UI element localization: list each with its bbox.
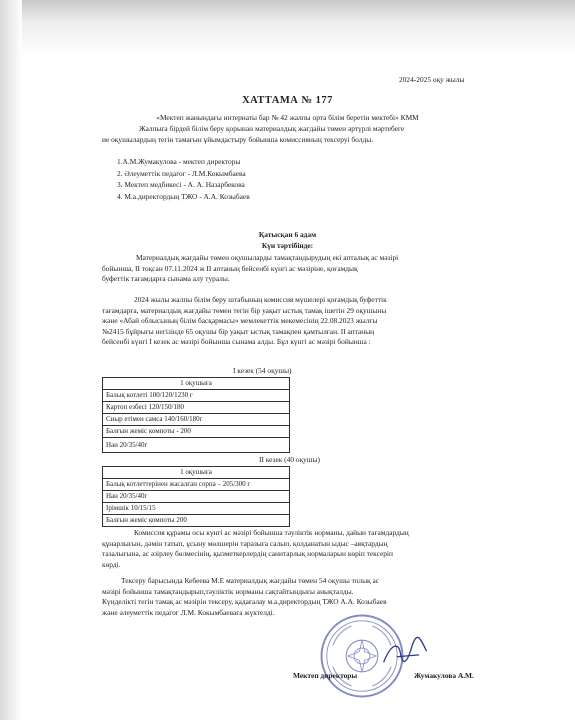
- member-item: 3. Мектеп медбикесі - А. А. Назарбекова: [117, 180, 245, 190]
- shift1-menu-table: [102, 377, 290, 453]
- commission-line: Комиссия құрамы осы күнгі ас мәзірі бойынша тәуліктік норманы, дайын тағамдардың: [134, 528, 409, 537]
- body-paragraph: [102, 295, 387, 348]
- menu-item: Балық котлеттерінен жасалған сорпа – 205/300 г: [103, 479, 290, 491]
- menu-item: Балық котлеті 100/120/1230 г: [103, 390, 290, 402]
- body-line: тағамдарға, материалдық жағдайы төмен тегін бір уақыт ыстық тамақ ішетін 29 оқушыны: [102, 305, 387, 315]
- check-line: мәзірі бойынша тамақтандырып,тәуліктік норманы сақтайтындығы анықталды.: [102, 586, 354, 596]
- commission-line: құнарлығын, дәмін татып, ұсыну мөлшерін таразыға салып, қолданатын ыдыс –аяқтардың: [102, 538, 388, 548]
- shift1-caption: I кезек (54 оқушы): [233, 366, 292, 375]
- agenda-line: буфеттік тағамдарға сынама алу туралы.: [102, 274, 230, 283]
- signature-name: Жумакулова А.М.: [414, 671, 474, 680]
- body-line: №2415 бұйрығы негізінде 65 оқушы бір уақыт ыстық тамақпен қамтылған. II аптаның: [102, 326, 375, 336]
- table-header: 1 оқушыға: [103, 378, 290, 390]
- shift2-menu-table: [102, 466, 290, 527]
- table-row: [103, 515, 290, 527]
- table-row: [103, 390, 290, 402]
- signature-role: Мектеп директоры: [293, 671, 358, 680]
- menu-item: Ірімшік 10/15/15: [103, 503, 290, 515]
- table-row: [103, 503, 290, 515]
- academic-year: 2024-2025 оқу жылы: [399, 75, 465, 84]
- agenda-paragraph: [102, 253, 398, 285]
- body-line: және «Абай облысының білім басқармасы» мемлекеттік мекемесінің 22.08.2023 жылғы: [102, 316, 378, 325]
- menu-item: Картоп езбесі 120/150/180: [103, 402, 290, 414]
- member-item: 4. М.а.директордың ТЖО - А.А. Козыбаев: [117, 191, 250, 201]
- table-row: [103, 414, 290, 426]
- commission-line: көрді.: [102, 559, 121, 569]
- agenda-line: бойынша, II тоқсан 07.11.2024 ж II аптаның бейсенбі күнгі ас мәзіріне, қоғамдық: [102, 263, 358, 273]
- table-row: [103, 426, 290, 438]
- table-header: 1 оқушыға: [103, 467, 290, 479]
- commission-paragraph: [102, 528, 409, 570]
- menu-item: Нан 20/35/40г: [103, 438, 290, 453]
- menu-item: Балғын жеміс компоты - 200: [103, 426, 290, 438]
- table-row: [103, 491, 290, 503]
- agenda-line: Материалдық жағдайы төмен оқушыларды тамақтандырудың екі апталық ас мәзірі: [136, 253, 399, 262]
- menu-item: Балғын жеміс компоты 200: [103, 515, 290, 527]
- commission-line: тазалығына, ас әзірлеу бөлмесінің, қызметкерлердің санитарлық нормаларын көріп тексеріп: [102, 549, 393, 558]
- agenda-title: Күн тәртібінде:: [261, 241, 314, 250]
- check-line: Күнделікті тегін тамақ ас мәзірін тексеру, қадағалау м.а.директордың ТЖО А.А. Козыбаев: [102, 597, 387, 606]
- body-line: бейсенбі күнгі I кезек ас мәзірі бойынша сынама алды. Бұл күнгі ас мәзірі бойынша :: [102, 337, 371, 346]
- intro-line: ие оқушылардың тегін тамағын ұйымдастыру бойынша комиссияның тексеруі болды.: [102, 134, 374, 144]
- intro-line: Жалпыға бірдей білім беру қорынан материалдық жағдайы төмен әртүрлі мәртебеге: [139, 124, 405, 133]
- table-row: [103, 467, 290, 479]
- signature-icon: [378, 634, 434, 672]
- table-row: [103, 378, 290, 390]
- member-item: 1.А.М.Жумакулова - мектеп директоры: [117, 157, 241, 166]
- attendance: Қатысқан 6 адам: [258, 230, 317, 239]
- document-title: ХАТТАМА № 177: [242, 95, 333, 106]
- menu-item: Нан 20/35/40г: [103, 491, 290, 503]
- shift2-caption: II кезек (40 оқушы): [259, 455, 320, 464]
- organization-line: «Мектеп жанындағы интернаты бар № 42 жалпы орта білім беретін мектебі» КММ: [156, 113, 419, 122]
- table-row: [103, 438, 290, 453]
- body-line: 2024 жылы жалпы білім беру штабының комиссия мүшелері қоғамдық буфеттік: [134, 295, 387, 304]
- table-row: [103, 479, 290, 491]
- check-line: Тексеру барысында Кебеева М.Е материалдық жағдайы төмен 54 оқушы толық ас: [121, 576, 380, 585]
- commission-members: [117, 156, 250, 202]
- intro-paragraph: [102, 124, 404, 145]
- table-row: [103, 402, 290, 414]
- check-line: және әлеуметтік педагог Л.М. Кокымбаеваға жүктелді.: [102, 607, 275, 617]
- member-item: 2. Әлеуметтік педагог - Л.М.Кокымбаева: [117, 168, 246, 178]
- menu-item: Сиыр етімен самса 140/160/180г: [103, 414, 290, 426]
